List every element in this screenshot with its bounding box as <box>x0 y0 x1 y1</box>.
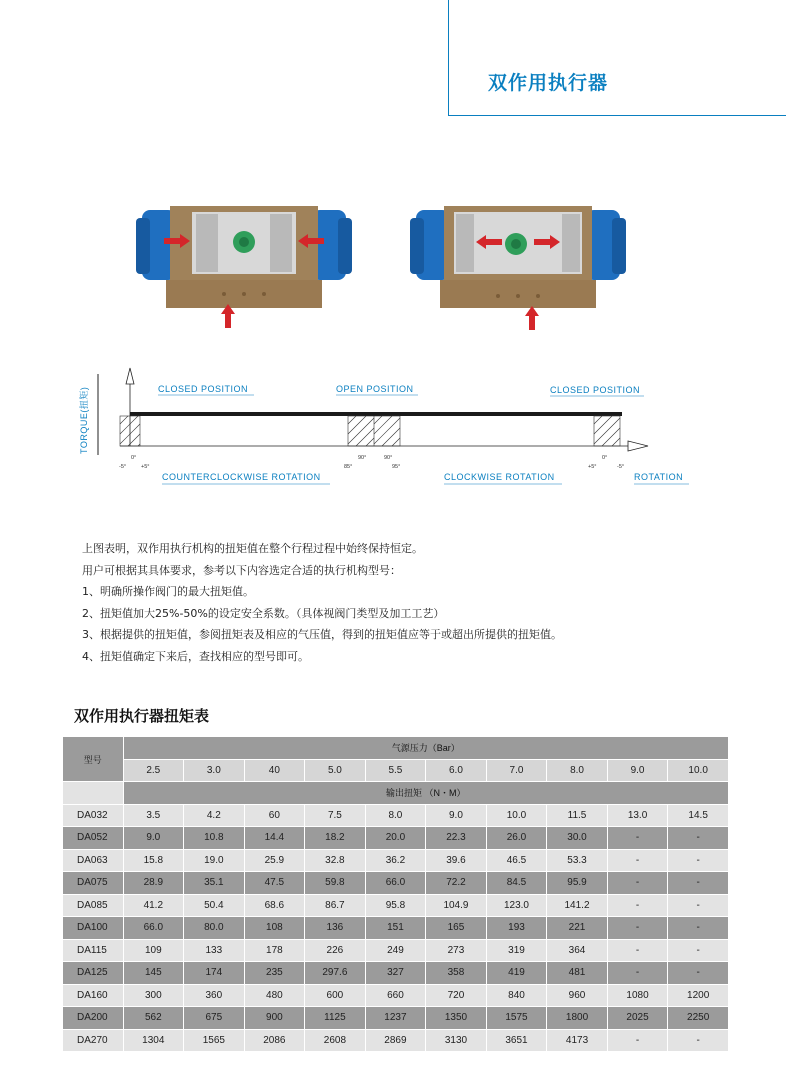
torque-cell: 193 <box>486 917 547 940</box>
note-line: 上图表明，双作用执行机构的扭矩值在整个行程过程中始终保持恒定。 <box>82 542 423 555</box>
label-closed-position-2: CLOSED POSITION <box>550 385 641 395</box>
torque-cell: 1080 <box>607 984 668 1007</box>
torque-cell: 1800 <box>547 1007 608 1030</box>
torque-cell: - <box>668 917 729 940</box>
torque-cell: 2869 <box>365 1029 426 1052</box>
pressure-value: 3.0 <box>184 759 245 782</box>
torque-cell: 53.3 <box>547 849 608 872</box>
torque-cell: 25.9 <box>244 849 305 872</box>
tick-label: 0° <box>602 455 608 461</box>
torque-cell: 18.2 <box>305 827 366 850</box>
torque-cell: 19.0 <box>184 849 245 872</box>
torque-cell: 20.0 <box>365 827 426 850</box>
table-row <box>63 804 729 827</box>
tick-label: -5° <box>617 464 625 470</box>
model-cell: DA063 <box>63 849 124 872</box>
torque-cell: 86.7 <box>305 894 366 917</box>
torque-cell: 46.5 <box>486 849 547 872</box>
pressure-value: 10.0 <box>668 759 729 782</box>
tick-label: 95° <box>392 464 401 470</box>
header-divider-horizontal <box>448 115 786 116</box>
torque-cell: 28.9 <box>123 872 184 895</box>
table-row <box>63 962 729 985</box>
pressure-value: 2.5 <box>123 759 184 782</box>
torque-cell: 960 <box>547 984 608 1007</box>
torque-cell: 480 <box>244 984 305 1007</box>
table-row <box>63 872 729 895</box>
model-cell: DA075 <box>63 872 124 895</box>
actuator-open-illustration <box>410 196 626 332</box>
torque-cell: 13.0 <box>607 804 668 827</box>
torque-cell: 133 <box>184 939 245 962</box>
pressure-value: 40 <box>244 759 305 782</box>
pressure-value: 8.0 <box>547 759 608 782</box>
torque-cell: 72.2 <box>426 872 487 895</box>
tick-label: -5° <box>119 464 127 470</box>
torque-cell: - <box>607 917 668 940</box>
table-row <box>63 984 729 1007</box>
torque-cell: 60 <box>244 804 305 827</box>
torque-cell: 2250 <box>668 1007 729 1030</box>
torque-cell: 174 <box>184 962 245 985</box>
torque-cell: 360 <box>184 984 245 1007</box>
tick-label: 90° <box>384 455 393 461</box>
torque-cell: 14.5 <box>668 804 729 827</box>
torque-cell: 600 <box>305 984 366 1007</box>
torque-cell: - <box>668 939 729 962</box>
pressure-value: 6.0 <box>426 759 487 782</box>
table-row <box>63 1007 729 1030</box>
torque-cell: 9.0 <box>123 827 184 850</box>
torque-cell: 675 <box>184 1007 245 1030</box>
torque-cell: 47.5 <box>244 872 305 895</box>
torque-cell: 39.6 <box>426 849 487 872</box>
torque-cell: - <box>668 894 729 917</box>
torque-cell: 84.5 <box>486 872 547 895</box>
torque-cell: - <box>607 827 668 850</box>
torque-cell: 9.0 <box>426 804 487 827</box>
torque-cell: 108 <box>244 917 305 940</box>
note-line: 4、扭矩值确定下来后，查找相应的型号即可。 <box>82 649 309 663</box>
note-line: 1、明确所操作阀门的最大扭矩值。 <box>82 585 254 598</box>
torque-cell: 11.5 <box>547 804 608 827</box>
model-cell: DA115 <box>63 939 124 962</box>
note-line: 3、根据提供的扭矩值，参阅扭矩表及相应的气压值，得到的扭矩值应等于或超出所提供的扭矩值。 <box>82 628 562 641</box>
torque-cell: 66.0 <box>365 872 426 895</box>
torque-cell: 660 <box>365 984 426 1007</box>
table-row <box>63 939 729 962</box>
torque-cell: 3130 <box>426 1029 487 1052</box>
torque-cell: 50.4 <box>184 894 245 917</box>
torque-cell: 8.0 <box>365 804 426 827</box>
torque-diagram <box>76 362 710 492</box>
torque-cell: 80.0 <box>184 917 245 940</box>
torque-cell: 26.0 <box>486 827 547 850</box>
page-title: 双作用执行器 <box>488 72 609 94</box>
torque-cell: 900 <box>244 1007 305 1030</box>
pressure-value: 7.0 <box>486 759 547 782</box>
torque-cell: 562 <box>123 1007 184 1030</box>
torque-cell: 1575 <box>486 1007 547 1030</box>
torque-table-title: 双作用执行器扭矩表 <box>74 707 210 725</box>
output-torque-header: 输出扭矩 （N・M） <box>123 782 728 805</box>
torque-cell: 123.0 <box>486 894 547 917</box>
torque-cell: - <box>668 1029 729 1052</box>
torque-cell: 221 <box>547 917 608 940</box>
model-cell: DA270 <box>63 1029 124 1052</box>
torque-cell: 297.6 <box>305 962 366 985</box>
torque-cell: 419 <box>486 962 547 985</box>
torque-cell: 1565 <box>184 1029 245 1052</box>
torque-cell: 249 <box>365 939 426 962</box>
pressure-header: 气源压力（Bar） <box>123 737 728 760</box>
label-open-position: OPEN POSITION <box>336 384 414 394</box>
model-cell: DA160 <box>63 984 124 1007</box>
torque-cell: - <box>668 872 729 895</box>
torque-cell: - <box>607 872 668 895</box>
torque-cell: 165 <box>426 917 487 940</box>
torque-cell: 59.8 <box>305 872 366 895</box>
selection-notes <box>82 538 562 667</box>
torque-cell: - <box>607 962 668 985</box>
table-row <box>63 894 729 917</box>
tick-label: 85° <box>344 464 353 470</box>
model-cell: DA032 <box>63 804 124 827</box>
torque-cell: 4173 <box>547 1029 608 1052</box>
torque-cell: 145 <box>123 962 184 985</box>
pressure-value: 9.0 <box>607 759 668 782</box>
torque-cell: 1200 <box>668 984 729 1007</box>
model-header: 型号 <box>63 737 124 782</box>
torque-cell: 1237 <box>365 1007 426 1030</box>
torque-cell: 10.8 <box>184 827 245 850</box>
pressure-value: 5.0 <box>305 759 366 782</box>
model-header-spacer <box>63 782 124 805</box>
torque-cell: 14.4 <box>244 827 305 850</box>
torque-table <box>62 736 729 1052</box>
torque-cell: 3.5 <box>123 804 184 827</box>
torque-cell: 7.5 <box>305 804 366 827</box>
model-cell: DA085 <box>63 894 124 917</box>
torque-cell: 151 <box>365 917 426 940</box>
torque-cell: 1304 <box>123 1029 184 1052</box>
tick-label: 0° <box>131 455 137 461</box>
torque-cell: 300 <box>123 984 184 1007</box>
note-line: 2、扭矩值加大25%-50%的设定安全系数。（具体视阀门类型及加工工艺） <box>82 606 445 620</box>
torque-line <box>130 412 622 416</box>
torque-cell: 1125 <box>305 1007 366 1030</box>
torque-cell: 109 <box>123 939 184 962</box>
torque-cell: - <box>668 962 729 985</box>
tick-label: +5° <box>588 464 597 470</box>
torque-cell: 41.2 <box>123 894 184 917</box>
model-cell: DA100 <box>63 917 124 940</box>
torque-cell: 15.8 <box>123 849 184 872</box>
model-cell: DA200 <box>63 1007 124 1030</box>
torque-cell: 364 <box>547 939 608 962</box>
torque-cell: 136 <box>305 917 366 940</box>
torque-cell: 22.3 <box>426 827 487 850</box>
model-cell: DA125 <box>63 962 124 985</box>
torque-cell: - <box>607 894 668 917</box>
actuator-closed-illustration <box>136 196 352 332</box>
torque-cell: - <box>607 1029 668 1052</box>
torque-cell: 226 <box>305 939 366 962</box>
table-row <box>63 849 729 872</box>
header-divider-vertical <box>448 0 449 116</box>
torque-cell: 141.2 <box>547 894 608 917</box>
table-row <box>63 917 729 940</box>
torque-cell: 30.0 <box>547 827 608 850</box>
torque-cell: 32.8 <box>305 849 366 872</box>
torque-cell: 2608 <box>305 1029 366 1052</box>
torque-cell: 35.1 <box>184 872 245 895</box>
torque-cell: - <box>668 827 729 850</box>
torque-cell: 4.2 <box>184 804 245 827</box>
torque-cell: - <box>668 849 729 872</box>
torque-cell: - <box>607 849 668 872</box>
torque-cell: 104.9 <box>426 894 487 917</box>
torque-cell: 66.0 <box>123 917 184 940</box>
table-row <box>63 1029 729 1052</box>
torque-cell: 36.2 <box>365 849 426 872</box>
torque-cell: 2025 <box>607 1007 668 1030</box>
label-cw-rotation: CLOCKWISE ROTATION <box>444 472 555 482</box>
torque-cell: 2086 <box>244 1029 305 1052</box>
torque-cell: 235 <box>244 962 305 985</box>
torque-cell: - <box>607 939 668 962</box>
torque-cell: 178 <box>244 939 305 962</box>
torque-cell: 273 <box>426 939 487 962</box>
torque-cell: 68.6 <box>244 894 305 917</box>
hatch-boxes <box>120 416 620 446</box>
y-axis-label: TORQUE(扭矩) <box>79 386 89 454</box>
torque-cell: 327 <box>365 962 426 985</box>
torque-cell: 840 <box>486 984 547 1007</box>
label-ccw-rotation: COUNTERCLOCKWISE ROTATION <box>162 472 321 482</box>
note-line: 用户可根据其具体要求，参考以下内容选定合适的执行机构型号： <box>82 563 401 577</box>
torque-cell: 1350 <box>426 1007 487 1030</box>
torque-cell: 95.9 <box>547 872 608 895</box>
torque-cell: 481 <box>547 962 608 985</box>
torque-cell: 720 <box>426 984 487 1007</box>
table-row <box>63 827 729 850</box>
tick-label: 90° <box>358 455 367 461</box>
torque-cell: 10.0 <box>486 804 547 827</box>
torque-cell: 95.8 <box>365 894 426 917</box>
torque-cell: 3651 <box>486 1029 547 1052</box>
label-closed-position-1: CLOSED POSITION <box>158 384 249 394</box>
pressure-value: 5.5 <box>365 759 426 782</box>
model-cell: DA052 <box>63 827 124 850</box>
torque-cell: 358 <box>426 962 487 985</box>
label-rotation: ROTATION <box>634 472 684 482</box>
torque-cell: 319 <box>486 939 547 962</box>
tick-label: +5° <box>141 464 150 470</box>
